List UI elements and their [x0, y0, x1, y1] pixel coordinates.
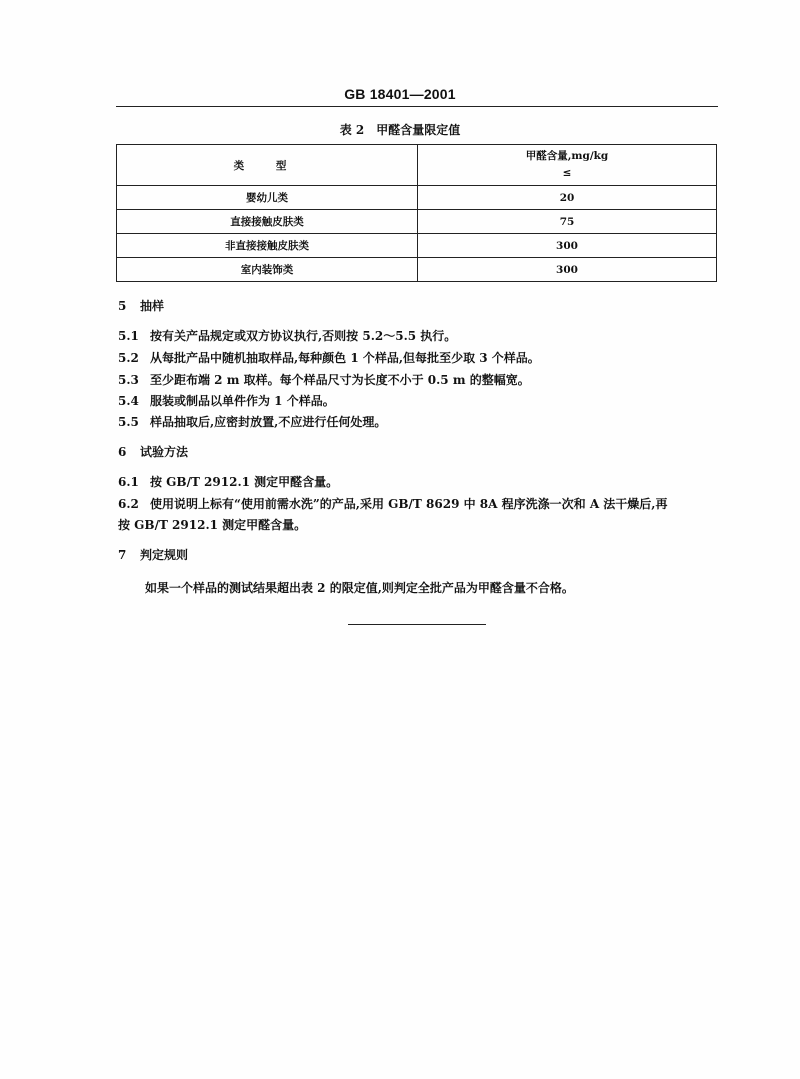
- section-6-heading: [118, 443, 188, 460]
- clause-text: 服装或制品以单件作为 1 个样品。: [150, 394, 335, 408]
- table-cell-type: 室内装饰类: [117, 258, 418, 282]
- clause-5-4: [118, 392, 335, 409]
- section-number: 7: [118, 548, 127, 562]
- column-header-type: 类 型: [117, 145, 418, 186]
- clause-text: 至少距布端 2 m 取样。每个样品尺寸为长度不小于 0.5 m 的整幅宽。: [150, 373, 530, 387]
- table-title: [0, 121, 800, 138]
- section-title: 抽样: [140, 299, 165, 313]
- formaldehyde-limit-table: [116, 144, 717, 282]
- section-number: 5: [118, 299, 127, 313]
- section-number: 6: [118, 445, 127, 459]
- clause-text: 按有关产品规定或双方协议执行,否则按 5.2～5.5 执行。: [150, 329, 457, 343]
- clause-number: 5.4: [118, 394, 139, 408]
- table-row: [117, 186, 717, 210]
- clause-5-3: [118, 371, 530, 388]
- clause-6-1: [118, 473, 338, 490]
- section-7-paragraph: 如果一个样品的测试结果超出表 2 的限定值,则判定全批产品为甲醛含量不合格。: [145, 581, 574, 595]
- clause-text: 从每批产品中随机抽取样品,每种颜色 1 个样品,但每批至少取 3 个样品。: [150, 351, 540, 365]
- table-cell-type: 非直接接触皮肤类: [117, 234, 418, 258]
- standard-code-header: GB 18401—2001: [344, 86, 456, 102]
- table-row: [117, 234, 717, 258]
- table-row: [117, 258, 717, 282]
- section-7-heading: [118, 546, 188, 563]
- section-title: 判定规则: [140, 548, 189, 562]
- clause-number: 5.3: [118, 373, 139, 387]
- section-title: 试验方法: [140, 445, 189, 459]
- clause-text: 按 GB/T 2912.1 测定甲醛含量。: [150, 475, 339, 489]
- section-5-heading: [118, 297, 164, 314]
- clause-5-5: [118, 413, 386, 430]
- table-title-text: 甲醛含量限定值: [376, 123, 461, 137]
- clause-5-2: [118, 349, 540, 366]
- clause-number: 5.2: [118, 351, 139, 365]
- column-header-limit-label: 甲醛含量,mg/kg: [525, 150, 609, 162]
- table-cell-limit: 300: [418, 258, 717, 282]
- table-row: [117, 210, 717, 234]
- header-rule: [116, 106, 718, 107]
- table-cell-limit: 300: [418, 234, 717, 258]
- table-cell-type: 婴幼儿类: [117, 186, 418, 210]
- clause-5-1: [118, 327, 456, 344]
- table-cell-limit: 20: [418, 186, 717, 210]
- column-header-limit-symbol: ≤: [562, 167, 572, 179]
- table-cell-type: 直接接触皮肤类: [117, 210, 418, 234]
- clause-text: 样品抽取后,应密封放置,不应进行任何处理。: [150, 415, 387, 429]
- clause-number: 6.1: [118, 475, 139, 489]
- clause-number: 6.2: [118, 497, 139, 511]
- column-header-limit: [418, 145, 717, 186]
- clause-6-2-continuation: 按 GB/T 2912.1 测定甲醛含量。: [118, 518, 307, 532]
- table-header-row: [117, 145, 717, 186]
- table-cell-limit: 75: [418, 210, 717, 234]
- end-of-standard-rule: [348, 624, 486, 625]
- clause-text: 使用说明上标有“使用前需水洗”的产品,采用 GB/T 8629 中 8A 程序洗涤一次和 A 法干燥后,再: [150, 497, 668, 511]
- table-title-label: 表 2: [339, 123, 365, 137]
- clause-number: 5.1: [118, 329, 139, 343]
- clause-6-2: [118, 495, 667, 512]
- clause-number: 5.5: [118, 415, 139, 429]
